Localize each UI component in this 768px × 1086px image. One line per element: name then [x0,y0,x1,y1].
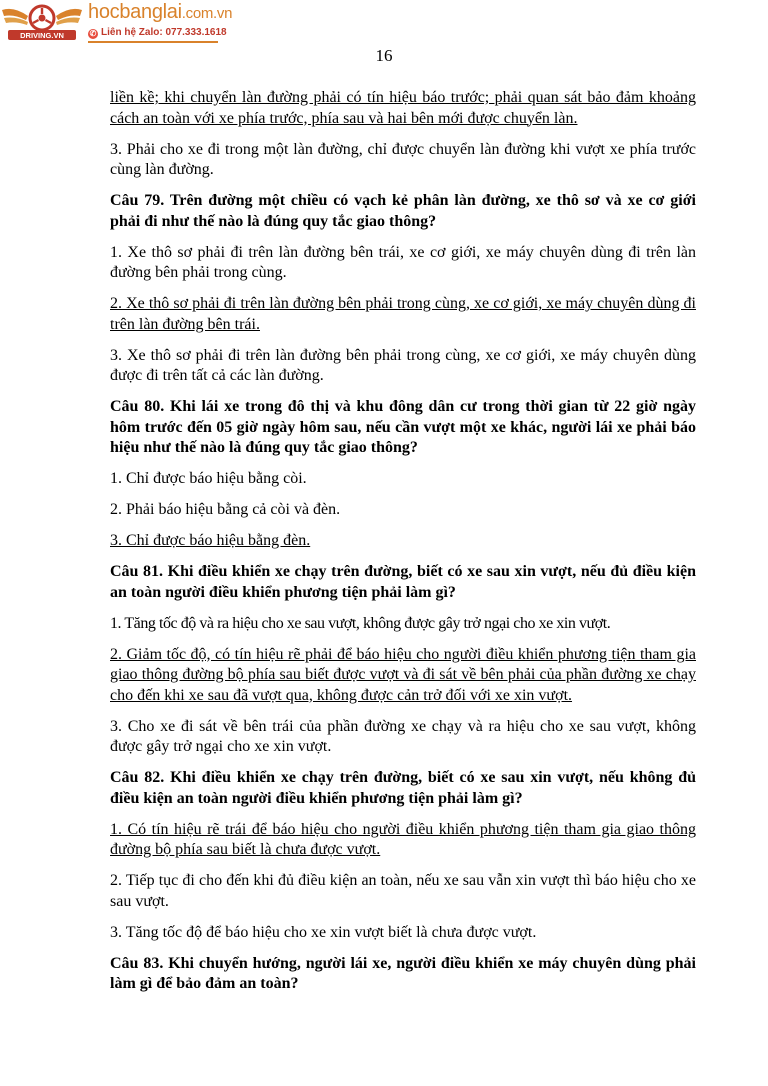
answer-option: 1. Chỉ được báo hiệu bằng còi. [110,470,307,487]
question-text: Câu 83. Khi chuyển hướng, người lái xe, người điều khiển xe máy chuyên dùng phải làm gì để bảo đảm an toàn? [110,954,696,992]
document-body [110,88,696,1005]
logo-divider [88,41,218,43]
answer-option: 1. Xe thô sơ phải đi trên làn đường bên trái, xe cơ giới, xe máy chuyên dùng đi trên làn đường bên phải trong cùng. [110,243,696,281]
answer-option: 2. Phải báo hiệu bằng cả còi và đèn. [110,501,341,518]
answer-option: 2. Tiếp tục đi cho đến khi đủ điều kiện an toàn, nếu xe sau vẫn xin vượt thì báo hiệu cho xe sau vượt. [110,872,696,910]
contact-text: Liên hệ Zalo: 077.333.1618 [101,27,227,38]
answer-option: 3. Xe thô sơ phải đi trên làn đường bên phải trong cùng, xe cơ giới, xe máy chuyên dùng được đi trên tất cả các làn đường. [110,346,696,384]
correct-answer-option: liền kề; khi chuyển làn đường phải có tín hiệu báo trước; phải quan sát bảo đảm khoảng cách an toàn với xe phía trước, phía sau và hai bên mới được chuyển làn. [110,89,696,127]
question-text: Câu 79. Trên đường một chiều có vạch kẻ phân làn đường, xe thô sơ và xe cơ giới phải đi như thế nào là đúng quy tắc giao thông? [110,192,696,230]
question-text: Câu 81. Khi điều khiển xe chạy trên đường, biết có xe sau xin vượt, nếu đủ điều kiện an toàn người điều khiển phương tiện phải làm gì? [110,563,696,601]
answer-option: 1. Tăng tốc độ và ra hiệu cho xe sau vượt, không được gây trở ngại cho xe xin vượt. [110,614,611,632]
answer-option: 3. Cho xe đi sát về bên trái của phần đường xe chạy và ra hiệu cho xe sau vượt, không được gây trở ngại cho xe xin vượt. [110,717,696,755]
answer-option: 3. Tăng tốc độ để báo hiệu cho xe xin vượt biết là chưa được vượt. [110,923,537,941]
site-logo[interactable] [0,0,235,46]
contact-line [88,27,227,39]
page-number: 16 [375,46,393,65]
phone-icon: ✆ [89,29,97,38]
correct-answer-option: 3. Chỉ được báo hiệu bằng đèn. [110,532,311,549]
site-name [88,1,232,24]
correct-answer-option: 1. Có tín hiệu rẽ trái để báo hiệu cho người điều khiển phương tiện tham gia giao thông đường bộ phía sau biết là chưa được vượt. [110,820,696,858]
site-name-main: hocbanglai [88,1,182,23]
badge-text: DRIVING.VN [20,31,64,40]
answer-option: 3. Phải cho xe đi trong một làn đường, chỉ được chuyển làn đường khi vượt xe phía trước cùng làn đường. [110,140,696,178]
correct-answer-option: 2. Giảm tốc độ, có tín hiệu rẽ phải để báo hiệu cho người điều khiển phương tiện tham gia giao thông đường bộ phía sau biết được vượt và đi sát về bên phải của phần đường xe chạy cho đến khi xe sau đã vượt qua, không được cản trở đối với xe xin vượt. [110,645,696,704]
correct-answer-option: 2. Xe thô sơ phải đi trên làn đường bên phải trong cùng, xe cơ giới, xe máy chuyên dùng đi trên làn đường bên trái. [110,295,696,333]
winged-wheel-logo-icon [0,2,84,42]
site-domain: .com.vn [181,5,233,22]
question-text: Câu 82. Khi điều khiển xe chạy trên đường, biết có xe sau xin vượt, nếu không đủ điều kiện an toàn người điều khiển phương tiện phải làm gì? [110,769,696,807]
question-text: Câu 80. Khi lái xe trong đô thị và khu đông dân cư trong thời gian từ 22 giờ ngày hôm trước đến 05 giờ ngày hôm sau, nếu cần vượt một xe khác, người lái xe phải báo hiệu như thế nào là đúng quy tắc giao thông? [110,398,696,456]
